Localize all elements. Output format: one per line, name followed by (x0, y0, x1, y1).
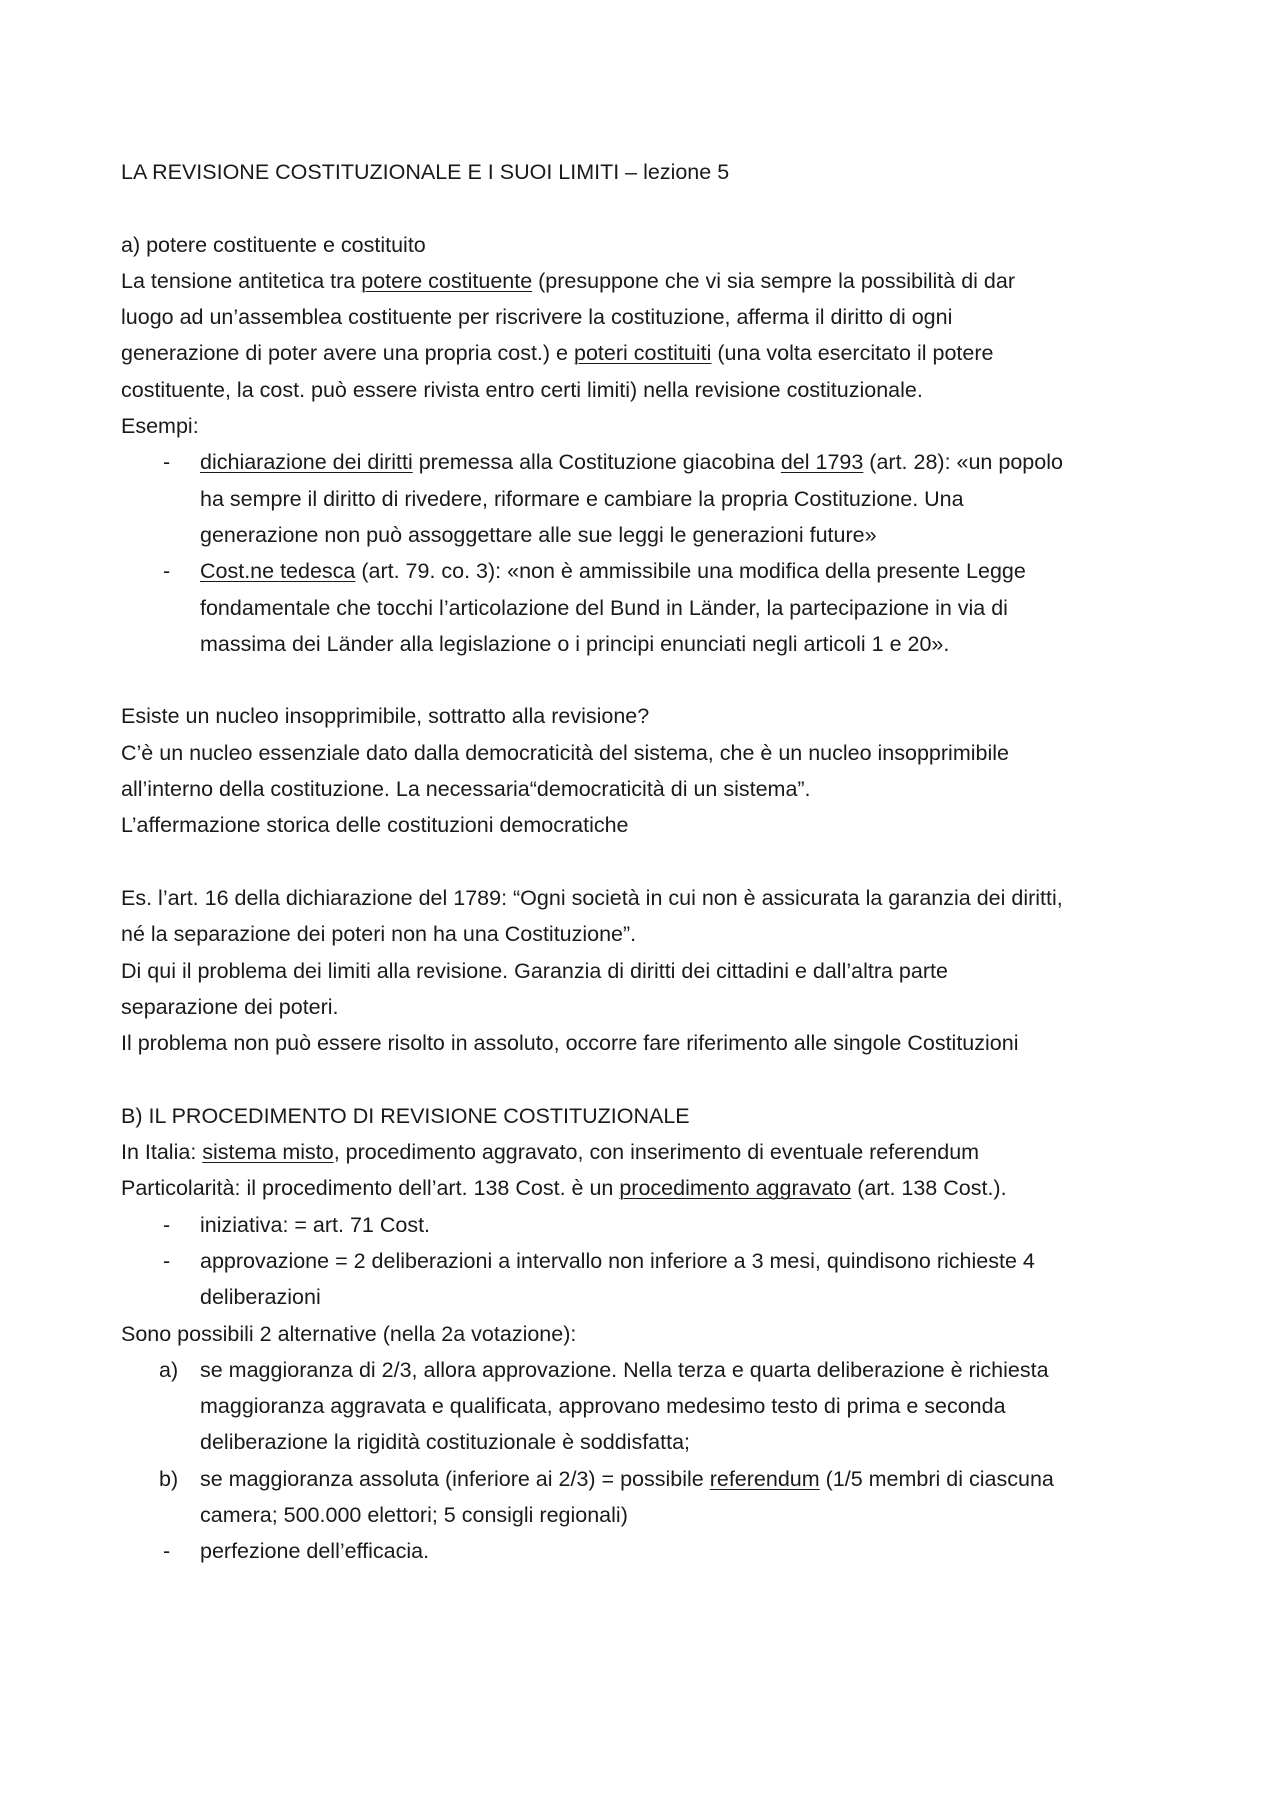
bullet-dash: - (163, 1248, 171, 1273)
underlined-term: potere costituente (361, 268, 533, 293)
paragraph-line: Es. l’art. 16 della dichiarazione del 1789: “Ogni società in cui non è assicurata la garanzia dei diritti, (121, 885, 1063, 910)
paragraph-line: In Italia: sistema misto, procedimento aggravato, con inserimento di eventuale referendum (121, 1140, 980, 1165)
alternatives-label: Sono possibili 2 alternative (nella 2a votazione): (121, 1321, 577, 1346)
bullet-dash: - (163, 559, 171, 584)
paragraph-line: Di qui il problema dei limiti alla revisione. Garanzia di diritti dei cittadini e dall’altra parte (121, 958, 948, 983)
bullet-dash: - (163, 1539, 171, 1564)
paragraph-line: luogo ad un’assemblea costituente per riscrivere la costituzione, afferma il diritto di ogni (121, 305, 953, 330)
underlined-term: Cost.ne tedesca (200, 559, 356, 584)
section-a-heading: a) potere costituente e costituito (121, 232, 426, 257)
paragraph-line: all’interno della costituzione. La necessaria“democraticità di un sistema”. (121, 777, 811, 802)
paragraph-line: Esiste un nucleo insopprimibile, sottratto alla revisione? (121, 704, 650, 729)
paragraph-line: costituente, la cost. può essere rivista entro certi limiti) nella revisione costituzionale. (121, 377, 923, 402)
bullet-dash: - (163, 1212, 171, 1237)
list-item: b) se maggioranza assoluta (inferiore ai 2/3) = possibile referendum (1/5 membri di ciascuna camera; 500.000 elettori; 5 consigli regionali) (121, 1461, 1181, 1534)
bullet-dash: - (163, 450, 171, 475)
list-item: - dichiarazione dei diritti premessa alla Costituzione giacobina del 1793 (art. 28): «un popolo ha sempre il diritto di rivedere, riformare e cambiare la propria Costituzione. Una generazione non può assoggettare alle sue leggi le generazioni future» (121, 444, 1181, 553)
list-item: - Cost.ne tedesca (art. 79. co. 3): «non è ammissibile una modifica della presente Legge fondamentale che tocchi l’articolazione del Bund in Länder, la partecipazione in via di massima dei Länder alla legislazione o i principi enunciati negli articoli 1 e 20». (121, 553, 1181, 662)
examples-label: Esempi: (121, 414, 199, 439)
list-item: - approvazione = 2 deliberazioni a intervallo non inferiore a 3 mesi, quindisono richieste 4 deliberazioni (121, 1243, 1181, 1316)
paragraph-line: Il problema non può essere risolto in assoluto, occorre fare riferimento alle singole Costituzioni (121, 1031, 1019, 1056)
section-b-heading: B) IL PROCEDIMENTO DI REVISIONE COSTITUZIONALE (121, 1103, 690, 1128)
paragraph-line: né la separazione dei poteri non ha una Costituzione”. (121, 922, 637, 947)
list-marker: b) (159, 1466, 179, 1491)
underlined-term: dichiarazione dei diritti (200, 450, 413, 475)
paragraph-line: Particolarità: il procedimento dell’art. 138 Cost. è un procedimento aggravato (art. 138 Cost.). (121, 1176, 1007, 1201)
underlined-term: referendum (709, 1466, 820, 1491)
list-item: - iniziativa: = art. 71 Cost. (121, 1207, 1181, 1243)
underlined-term: sistema misto (202, 1140, 334, 1165)
paragraph-line: L’affermazione storica delle costituzioni democratiche (121, 813, 629, 838)
underlined-term: poteri costituiti (573, 341, 712, 366)
page-title: LA REVISIONE COSTITUZIONALE E I SUOI LIMITI – lezione 5 (121, 160, 730, 184)
underlined-term: del 1793 (780, 450, 864, 475)
paragraph-line: C’è un nucleo essenziale dato dalla democraticità del sistema, che è un nucleo insopprimibile (121, 740, 1009, 765)
list-item: - perfezione dell’efficacia. (121, 1533, 1181, 1569)
paragraph-line: generazione di poter avere una propria cost.) e poteri costituiti (una volta esercitato il potere (121, 341, 994, 366)
list-marker: a) (159, 1357, 179, 1382)
document-page (121, 154, 1181, 1570)
underlined-term: procedimento aggravato (619, 1176, 852, 1201)
paragraph-line: separazione dei poteri. (121, 994, 339, 1019)
paragraph-line: La tensione antitetica tra potere costituente (presuppone che vi sia sempre la possibilità di dar (121, 268, 1015, 293)
list-item: a) se maggioranza di 2/3, allora approvazione. Nella terza e quarta deliberazione è richiesta maggioranza aggravata e qualificata, approvano medesimo testo di prima e seconda deliberazione la rigidità costituzionale è soddisfatta; (121, 1352, 1181, 1461)
